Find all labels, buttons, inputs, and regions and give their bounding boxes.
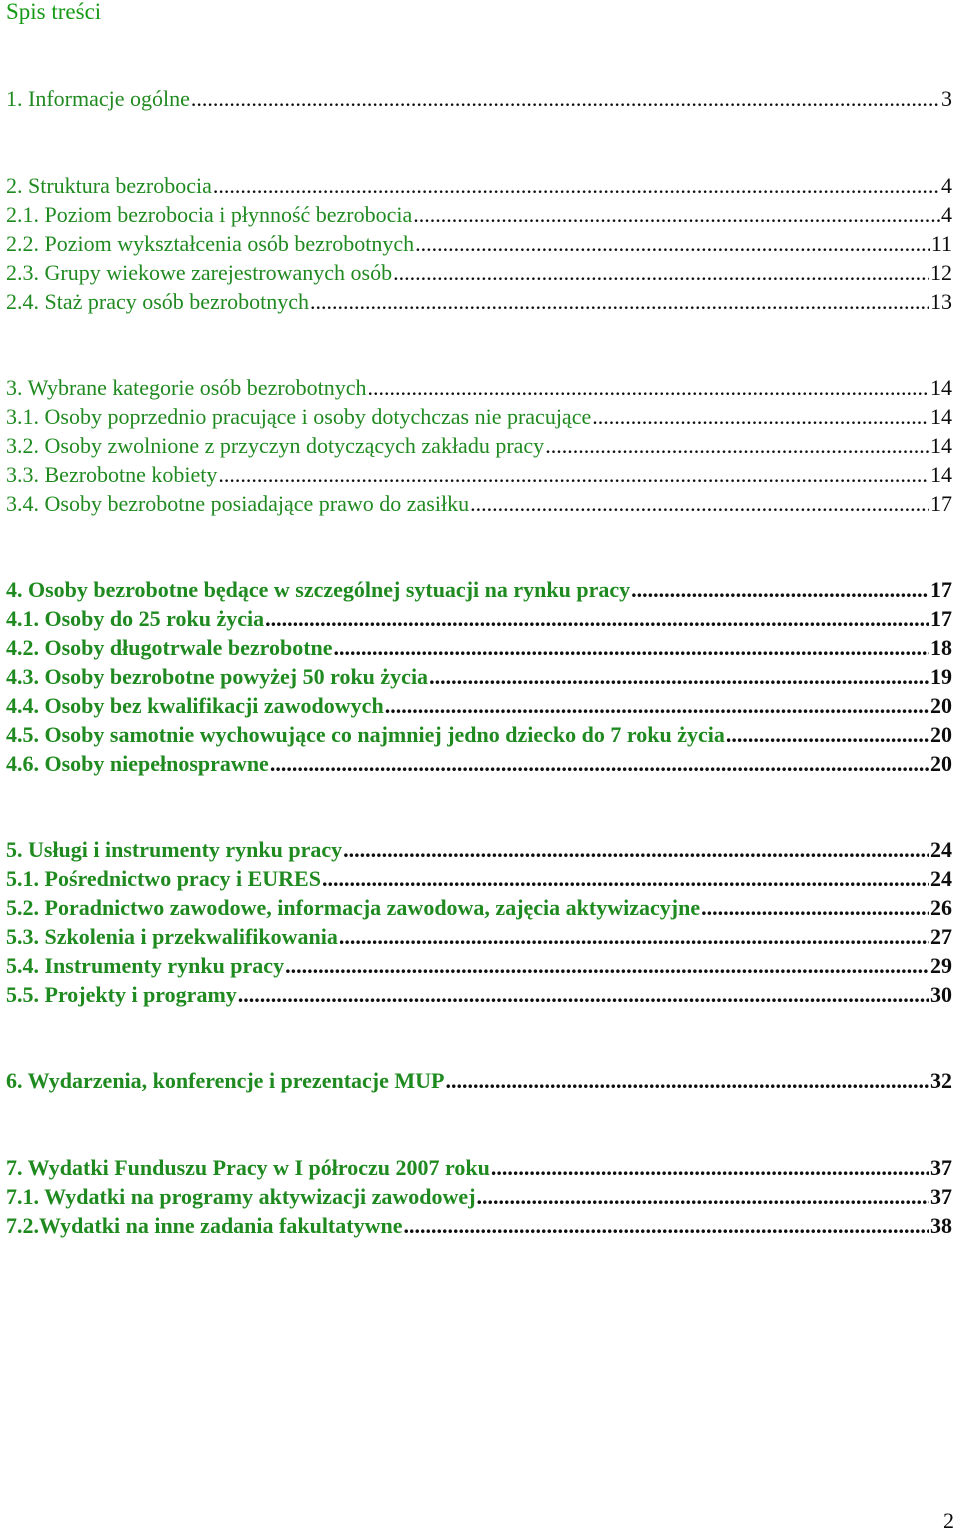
toc-entry-page: 17	[930, 606, 952, 631]
toc-entry[interactable]	[6, 1153, 952, 1182]
toc-entry[interactable]	[6, 691, 952, 720]
toc-entry-page: 4	[941, 173, 952, 198]
toc-entry-page: 30	[930, 982, 952, 1007]
toc-entry-label: 4.6. Osoby niepełnosprawne	[6, 751, 269, 776]
toc-entry-label: 6. Wydarzenia, konferencje i prezentacje MUP	[6, 1068, 445, 1093]
toc-entry-label: 5.3. Szkolenia i przekwalifikowania	[6, 924, 338, 949]
toc-leader-dots	[213, 171, 940, 200]
toc-entry[interactable]	[6, 662, 952, 691]
toc-entry-page: 29	[930, 953, 952, 978]
toc-leader-dots	[429, 662, 929, 691]
toc-leader-dots	[415, 229, 930, 258]
toc-entry[interactable]	[6, 922, 952, 951]
toc-leader-dots	[403, 1211, 929, 1240]
toc-leader-dots	[265, 604, 929, 633]
toc-entry-page: 13	[930, 289, 952, 314]
toc-entry-label: 4.3. Osoby bezrobotne powyżej 50 roku życia	[6, 664, 429, 689]
toc-leader-dots	[701, 893, 929, 922]
toc-entry-label: 2.2. Poziom wykształcenia osób bezrobotnych	[6, 231, 415, 256]
toc-entry[interactable]	[6, 951, 952, 980]
toc-entry-label: 5.5. Projekty i programy	[6, 982, 237, 1007]
toc-leader-dots	[334, 633, 929, 662]
toc-entry-label: 2. Struktura bezrobocia	[6, 173, 212, 198]
toc-leader-dots	[393, 258, 929, 287]
toc-leader-dots	[310, 287, 929, 316]
toc-entry-label: 2.4. Staż pracy osób bezrobotnych	[6, 289, 310, 314]
toc-leader-dots	[218, 460, 929, 489]
toc-leader-dots	[270, 749, 929, 778]
toc-leader-dots	[368, 373, 929, 402]
toc-entry-page: 19	[930, 664, 952, 689]
toc-leader-dots	[343, 835, 929, 864]
toc-entry[interactable]	[6, 1182, 952, 1211]
toc-entry-label: 3.2. Osoby zwolnione z przyczyn dotyczących zakładu pracy	[6, 433, 545, 458]
toc-entry-label: 7.1. Wydatki na programy aktywizacji zawodowej	[6, 1184, 476, 1209]
toc-entry[interactable]	[6, 460, 952, 489]
toc-leader-dots	[491, 1153, 929, 1182]
toc-entry-label: 2.1. Poziom bezrobocia i płynność bezrobocia	[6, 202, 413, 227]
toc-entry[interactable]	[6, 258, 952, 287]
toc-entry[interactable]	[6, 864, 952, 893]
toc-entry-label: 4.1. Osoby do 25 roku życia	[6, 606, 265, 631]
toc-entry-page: 14	[930, 433, 952, 458]
toc-leader-dots	[385, 691, 929, 720]
toc-entry[interactable]	[6, 980, 952, 1009]
toc-leader-dots	[477, 1182, 929, 1211]
toc-entry-page: 12	[930, 260, 952, 285]
toc-entry-page: 14	[930, 375, 952, 400]
toc-entry-label: 1. Informacje ogólne	[6, 86, 190, 111]
toc-entry[interactable]	[6, 402, 952, 431]
toc-entry[interactable]	[6, 171, 952, 200]
toc-leader-dots	[726, 720, 929, 749]
toc-entry-page: 18	[930, 635, 952, 660]
toc-entry-page: 24	[930, 866, 952, 891]
toc-entry-page: 27	[930, 924, 952, 949]
toc-entry[interactable]	[6, 287, 952, 316]
toc-entry[interactable]	[6, 604, 952, 633]
toc-entry[interactable]	[6, 633, 952, 662]
toc-leader-dots	[322, 864, 929, 893]
toc-entry-label: 5.4. Instrumenty rynku pracy	[6, 953, 285, 978]
toc-leader-dots	[470, 489, 929, 518]
toc-leader-dots	[339, 922, 929, 951]
toc-entry-label: 7. Wydatki Funduszu Pracy w I półroczu 2007 roku	[6, 1155, 490, 1180]
toc-leader-dots	[545, 431, 929, 460]
page-number: 2	[943, 1508, 954, 1533]
toc-entry-page: 24	[930, 837, 952, 862]
toc-entry-page: 32	[930, 1068, 952, 1093]
toc-entry-page: 20	[930, 722, 952, 747]
toc-entry-label: 2.3. Grupy wiekowe zarejestrowanych osób	[6, 260, 393, 285]
toc-entry-page: 20	[930, 693, 952, 718]
toc-entry-label: 5.1. Pośrednictwo pracy i EURES	[6, 866, 321, 891]
toc-entry-page: 20	[930, 751, 952, 776]
toc-entry-page: 17	[930, 491, 952, 516]
toc-entry-page: 14	[930, 404, 952, 429]
toc-entry[interactable]	[6, 575, 952, 604]
toc-leader-dots	[631, 575, 929, 604]
toc-leader-dots	[413, 200, 940, 229]
toc-entry-page: 11	[930, 231, 952, 256]
toc-entry-label: 4.4. Osoby bez kwalifikacji zawodowych	[6, 693, 384, 718]
toc-entry-label: 3. Wybrane kategorie osób bezrobotnych	[6, 375, 367, 400]
toc-entry-page: 38	[930, 1213, 952, 1238]
toc-entry-label: 3.3. Bezrobotne kobiety	[6, 462, 218, 487]
toc-entry[interactable]	[6, 84, 952, 113]
toc-entry-page: 37	[930, 1184, 952, 1209]
toc-entry-label: 4.2. Osoby długotrwale bezrobotne	[6, 635, 333, 660]
toc-entry-page: 26	[930, 895, 952, 920]
toc-entry-label: 3.1. Osoby poprzednio pracujące i osoby dotychczas nie pracujące	[6, 404, 592, 429]
toc-entry[interactable]	[6, 749, 952, 778]
toc-entry-label: 5. Usługi i instrumenty rynku pracy	[6, 837, 343, 862]
toc-entry-page: 3	[941, 86, 952, 111]
toc-entry[interactable]	[6, 1211, 952, 1240]
toc-entry-label: 4. Osoby bezrobotne będące w szczególnej sytuacji na rynku pracy	[6, 577, 631, 602]
toc-entry-label: 5.2. Poradnictwo zawodowe, informacja zawodowa, zajęcia aktywizacyjne	[6, 895, 701, 920]
toc-entry[interactable]	[6, 489, 952, 518]
toc-entry-page: 37	[930, 1155, 952, 1180]
toc-entry-page: 4	[941, 202, 952, 227]
toc-leader-dots	[445, 1066, 929, 1095]
toc-entry-label: 7.2.Wydatki na inne zadania fakultatywne	[6, 1213, 403, 1238]
toc-entry[interactable]	[6, 835, 952, 864]
toc-entry[interactable]	[6, 893, 952, 922]
toc-entry-label: 3.4. Osoby bezrobotne posiadające prawo do zasiłku	[6, 491, 470, 516]
toc-entry-label: 4.5. Osoby samotnie wychowujące co najmniej jedno dziecko do 7 roku życia	[6, 722, 725, 747]
toc-leader-dots	[238, 980, 929, 1009]
toc-leader-dots	[191, 84, 940, 113]
toc-entry[interactable]	[6, 431, 952, 460]
toc-entry-page: 14	[930, 462, 952, 487]
page-title: Spis treści	[6, 0, 102, 24]
toc-entry[interactable]	[6, 200, 952, 229]
toc-entry[interactable]	[6, 229, 952, 258]
toc-leader-dots	[285, 951, 929, 980]
toc-leader-dots	[592, 402, 929, 431]
toc-entry[interactable]	[6, 373, 952, 402]
toc-entry[interactable]	[6, 1066, 952, 1095]
toc-entry-page: 17	[930, 577, 952, 602]
toc-entry[interactable]	[6, 720, 952, 749]
